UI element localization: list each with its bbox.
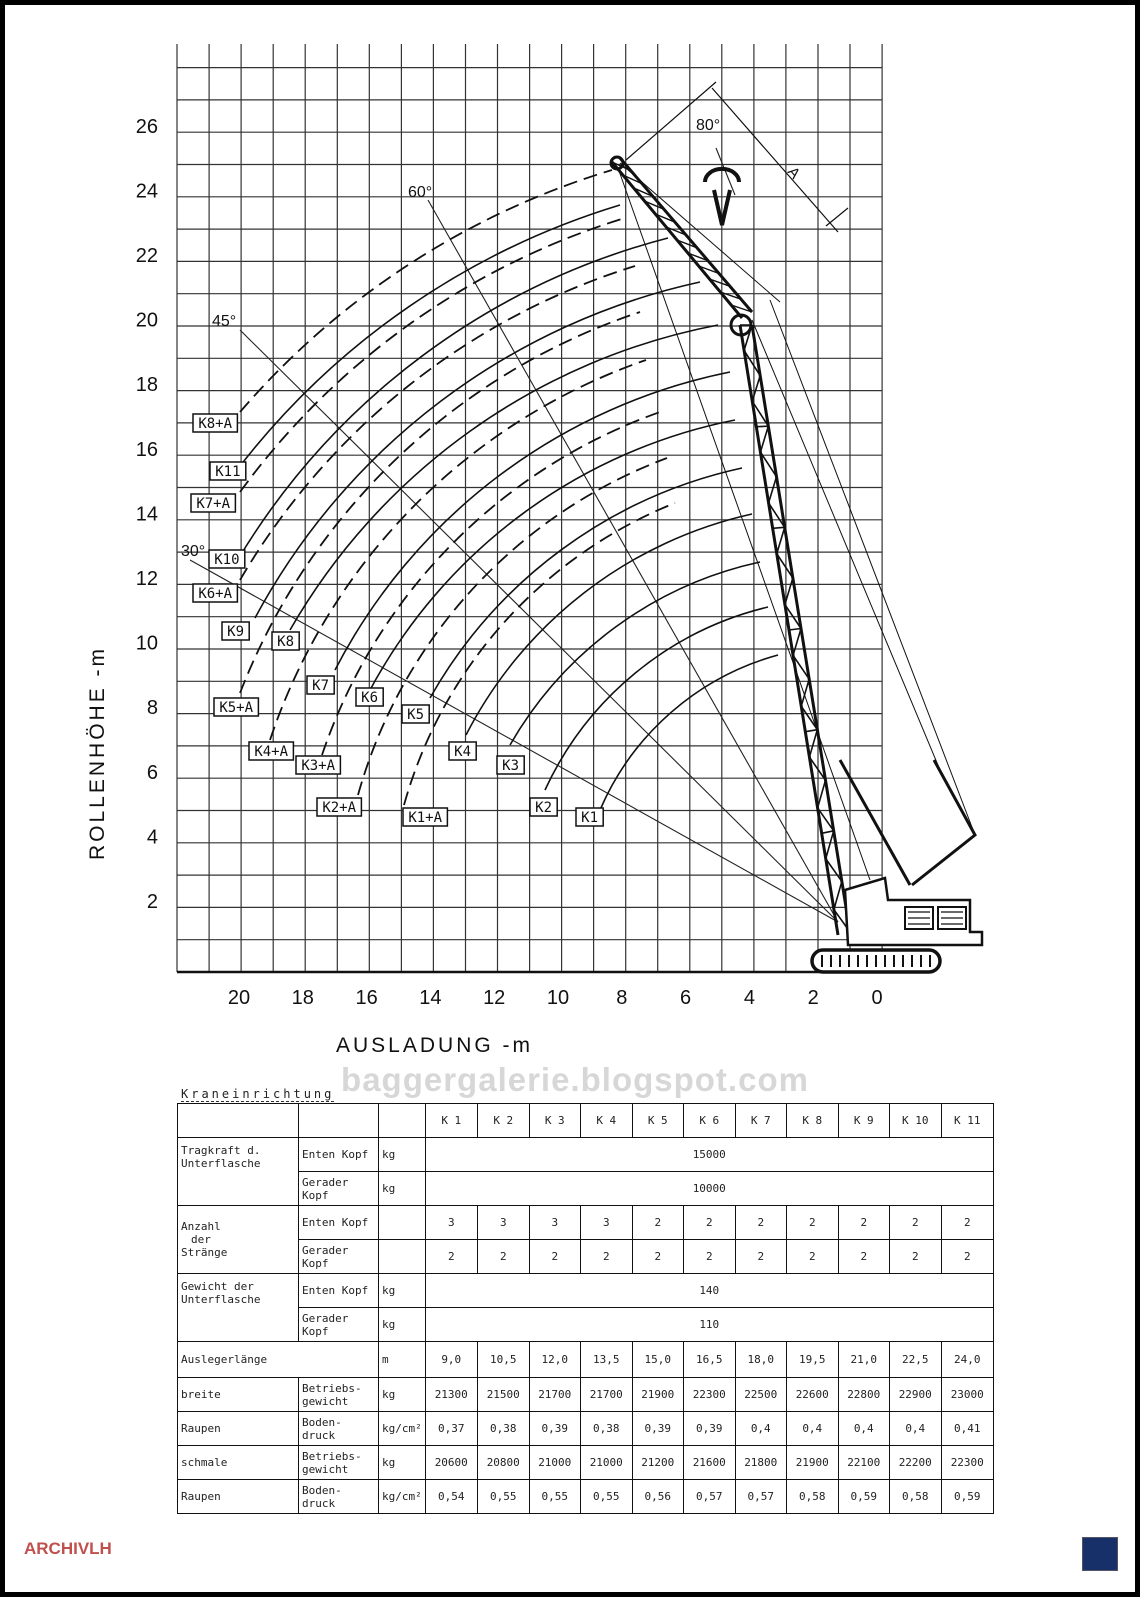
y-axis-ticks (136, 116, 158, 913)
crane-load-diagram (5, 5, 1135, 1065)
archive-logo-icon (1082, 1537, 1118, 1571)
value-cell: 23000 (941, 1378, 993, 1412)
value-cell: 13,5 (580, 1342, 632, 1378)
value-cell: 0,57 (683, 1480, 735, 1514)
sub-label: Gerader Kopf (299, 1172, 379, 1206)
value-cell: 110 (425, 1308, 993, 1342)
curve-label: K6+A (198, 586, 233, 602)
value-cell: 21300 (425, 1378, 477, 1412)
sub-label: Enten Kopf (299, 1138, 379, 1172)
curve-label: K8 (277, 634, 295, 650)
value-cell: 2 (632, 1206, 683, 1240)
value-cell: 0,4 (838, 1412, 889, 1446)
reach-curve (404, 503, 675, 805)
value-cell: 2 (425, 1240, 477, 1274)
row-label (178, 1206, 299, 1274)
y-tick-label: 12 (135, 568, 158, 590)
sub-label: Gerader Kopf (299, 1240, 379, 1274)
value-cell: 20600 (425, 1446, 477, 1480)
y-tick-label: 10 (135, 632, 158, 655)
col-header: K 1 (425, 1104, 477, 1138)
sub-label: Betriebs- gewicht (299, 1378, 379, 1412)
col-header: K 5 (632, 1104, 683, 1138)
value-cell: 21500 (477, 1378, 529, 1412)
value-cell: 3 (477, 1206, 529, 1240)
reach-curve (240, 312, 640, 693)
value-cell: 10000 (425, 1172, 993, 1206)
x-tick-label: 20 (227, 987, 251, 1009)
col-header: K 6 (683, 1104, 735, 1138)
sub-label: Boden- druck (299, 1480, 379, 1514)
value-cell: 15000 (425, 1138, 993, 1172)
curve-label: K2 (535, 800, 553, 816)
curve-label: K7+A (196, 496, 231, 512)
curve-label: K1 (581, 810, 599, 826)
table-row (178, 1206, 994, 1240)
unit: kg (379, 1378, 426, 1412)
curve-label: K9 (227, 624, 245, 640)
unit: kg (379, 1274, 426, 1308)
curve-label: K3+A (301, 758, 336, 774)
unit: kg (379, 1308, 426, 1342)
y-tick-label: 22 (135, 245, 158, 267)
value-cell: 2 (580, 1240, 632, 1274)
row-label-line: der (191, 1233, 211, 1246)
value-cell: 21600 (683, 1446, 735, 1480)
table-row (178, 1378, 994, 1412)
reach-curve (358, 458, 667, 795)
value-cell: 22800 (838, 1378, 889, 1412)
value-cell: 2 (889, 1206, 941, 1240)
value-cell: 2 (477, 1240, 529, 1274)
value-cell: 0,4 (786, 1412, 838, 1446)
curve-label: K11 (215, 464, 241, 480)
angle-label-80: 80° (696, 117, 721, 134)
row-label: Raupen (178, 1412, 299, 1446)
reach-curve (466, 514, 752, 735)
value-cell: 2 (735, 1206, 786, 1240)
curve-label: K10 (214, 552, 240, 568)
value-cell: 21000 (580, 1446, 632, 1480)
value-cell: 0,59 (941, 1480, 993, 1514)
table-row (178, 1240, 994, 1274)
unit: kg (379, 1172, 426, 1206)
reach-curve (240, 205, 620, 466)
y-tick-label: 14 (135, 503, 158, 526)
curve-label: K4 (454, 744, 472, 760)
value-cell: 3 (425, 1206, 477, 1240)
col-header: K 10 (889, 1104, 941, 1138)
value-cell: 21700 (529, 1378, 580, 1412)
x-tick-label: 4 (743, 987, 755, 1009)
y-tick-label: 8 (146, 697, 158, 720)
value-cell: 21900 (786, 1446, 838, 1480)
unit: kg (379, 1446, 426, 1480)
col-header: K 2 (477, 1104, 529, 1138)
reach-curve (240, 218, 625, 492)
col-header: K 4 (580, 1104, 632, 1138)
y-tick-label: 16 (135, 438, 158, 461)
value-cell: 9,0 (425, 1342, 477, 1378)
value-cell: 2 (889, 1240, 941, 1274)
value-cell: 21800 (735, 1446, 786, 1480)
value-cell: 0,39 (683, 1412, 735, 1446)
dimension-label-a: A (783, 163, 804, 183)
angle-label-60: 60° (408, 184, 433, 201)
watermark: baggergalerie.blogspot.com (341, 1061, 809, 1098)
value-cell: 21900 (632, 1378, 683, 1412)
value-cell: 2 (941, 1240, 993, 1274)
value-cell: 140 (425, 1274, 993, 1308)
value-cell: 0,56 (632, 1480, 683, 1514)
row-label: breite (178, 1378, 299, 1412)
x-tick-label: 2 (807, 987, 819, 1009)
value-cell: 22100 (838, 1446, 889, 1480)
sub-label: Gerader Kopf (299, 1308, 379, 1342)
x-tick-label: 10 (546, 987, 570, 1009)
value-cell: 0,4 (889, 1412, 941, 1446)
value-cell: 2 (683, 1240, 735, 1274)
value-cell: 3 (580, 1206, 632, 1240)
sub-label: Betriebs- gewicht (299, 1446, 379, 1480)
curve-label: K2+A (322, 800, 357, 816)
unit: kg/cm² (379, 1412, 426, 1446)
value-cell: 2 (786, 1240, 838, 1274)
value-cell: 0,4 (735, 1412, 786, 1446)
angle-lines (190, 148, 838, 922)
value-cell: 22500 (735, 1378, 786, 1412)
value-cell: 2 (941, 1206, 993, 1240)
table-row (178, 1412, 994, 1446)
row-label: Auslegerlänge (178, 1342, 379, 1378)
value-cell: 19,5 (786, 1342, 838, 1378)
x-tick-label: 0 (871, 987, 883, 1009)
row-label-line: Stränge (181, 1246, 228, 1259)
reach-curve (600, 655, 778, 810)
table-row (178, 1308, 994, 1342)
curve-label: K1+A (408, 810, 443, 826)
value-cell: 21000 (529, 1446, 580, 1480)
x-tick-label: 8 (616, 987, 628, 1009)
value-cell: 0,38 (580, 1412, 632, 1446)
col-header: K 9 (838, 1104, 889, 1138)
value-cell: 20800 (477, 1446, 529, 1480)
curve-label: K8+A (198, 416, 233, 432)
angle-label-30: 30° (181, 543, 206, 560)
value-cell: 0,38 (477, 1412, 529, 1446)
x-axis-title: AUSLADUNG -m (336, 1034, 534, 1057)
value-cell: 21200 (632, 1446, 683, 1480)
row-label: Gewicht der Unterflasche (178, 1274, 299, 1342)
table-row (178, 1138, 994, 1172)
value-cell: 22900 (889, 1378, 941, 1412)
curve-label: K5+A (219, 700, 254, 716)
row-label-line: Anzahl (181, 1220, 221, 1233)
reach-curve (240, 170, 612, 412)
value-cell: 0,57 (735, 1480, 786, 1514)
y-tick-label: 20 (135, 309, 158, 332)
value-cell: 24,0 (941, 1342, 993, 1378)
table-row (178, 1274, 994, 1308)
value-cell: 22200 (889, 1446, 941, 1480)
value-cell: 2 (632, 1240, 683, 1274)
y-tick-label: 24 (135, 180, 158, 203)
curve-labels (191, 414, 603, 826)
reach-curve (240, 238, 668, 556)
value-cell: 10,5 (477, 1342, 529, 1378)
reach-curve (335, 372, 730, 670)
y-tick-label: 4 (146, 826, 158, 849)
crawler-crane-illustration (611, 82, 982, 972)
value-cell: 2 (683, 1206, 735, 1240)
value-cell: 0,55 (477, 1480, 529, 1514)
unit: kg (379, 1138, 426, 1172)
y-tick-label: 2 (146, 891, 158, 913)
value-cell: 0,59 (838, 1480, 889, 1514)
archive-label: ARCHIVLH (24, 1539, 112, 1558)
row-label: Tragkraft d. Unterflasche (178, 1138, 299, 1206)
value-cell: 22300 (941, 1446, 993, 1480)
value-cell: 0,58 (786, 1480, 838, 1514)
table-title: Kraneinrichtung (181, 1087, 335, 1101)
value-cell: 2 (838, 1240, 889, 1274)
row-label: Raupen (178, 1480, 299, 1514)
row-label: schmale (178, 1446, 299, 1480)
sub-label: Enten Kopf (299, 1274, 379, 1308)
x-tick-label: 6 (680, 987, 692, 1009)
value-cell: 15,0 (632, 1342, 683, 1378)
x-tick-label: 14 (419, 987, 442, 1009)
y-tick-label: 26 (135, 115, 158, 138)
value-cell: 3 (529, 1206, 580, 1240)
value-cell: 12,0 (529, 1342, 580, 1378)
x-axis-ticks (228, 987, 883, 1009)
value-cell: 2 (786, 1206, 838, 1240)
value-cell: 0,39 (632, 1412, 683, 1446)
value-cell: 21700 (580, 1378, 632, 1412)
x-tick-label: 16 (355, 987, 378, 1009)
table-row (178, 1172, 994, 1206)
x-tick-label: 18 (291, 987, 314, 1009)
sub-label: Enten Kopf (299, 1206, 379, 1240)
unit: kg/cm² (379, 1480, 426, 1514)
col-header: K 3 (529, 1104, 580, 1138)
value-cell: 21,0 (838, 1342, 889, 1378)
value-cell: 0,55 (580, 1480, 632, 1514)
curve-label: K3 (502, 758, 520, 774)
crane-spec-table (177, 1103, 994, 1514)
value-cell: 0,39 (529, 1412, 580, 1446)
curve-label: K4+A (254, 744, 289, 760)
value-cell: 0,58 (889, 1480, 941, 1514)
unit: m (379, 1342, 426, 1378)
y-tick-label: 18 (135, 374, 158, 397)
value-cell: 18,0 (735, 1342, 786, 1378)
value-cell: 2 (529, 1240, 580, 1274)
table-row (178, 1480, 994, 1514)
value-cell: 0,54 (425, 1480, 477, 1514)
y-tick-label: 6 (146, 761, 158, 784)
table-row (178, 1342, 994, 1378)
value-cell: 22,5 (889, 1342, 941, 1378)
value-cell: 0,55 (529, 1480, 580, 1514)
table-row (178, 1446, 994, 1480)
value-cell: 2 (838, 1206, 889, 1240)
curve-label: K7 (312, 678, 330, 694)
document-sheet (5, 5, 1135, 1592)
reach-curve (545, 607, 768, 790)
value-cell: 22600 (786, 1378, 838, 1412)
col-header: K 7 (735, 1104, 786, 1138)
value-cell: 0,37 (425, 1412, 477, 1446)
x-tick-label: 12 (483, 987, 506, 1009)
col-header: K 11 (941, 1104, 993, 1138)
sub-label: Boden- druck (299, 1412, 379, 1446)
value-cell: 2 (735, 1240, 786, 1274)
y-axis-title: ROLLENHÖHE -m (86, 645, 109, 860)
col-header: K 8 (786, 1104, 838, 1138)
value-cell: 0,41 (941, 1412, 993, 1446)
angle-label-45: 45° (212, 313, 237, 330)
header-row (178, 1104, 994, 1138)
curve-label: K5 (407, 707, 425, 723)
value-cell: 22300 (683, 1378, 735, 1412)
value-cell: 16,5 (683, 1342, 735, 1378)
curve-label: K6 (361, 690, 379, 706)
